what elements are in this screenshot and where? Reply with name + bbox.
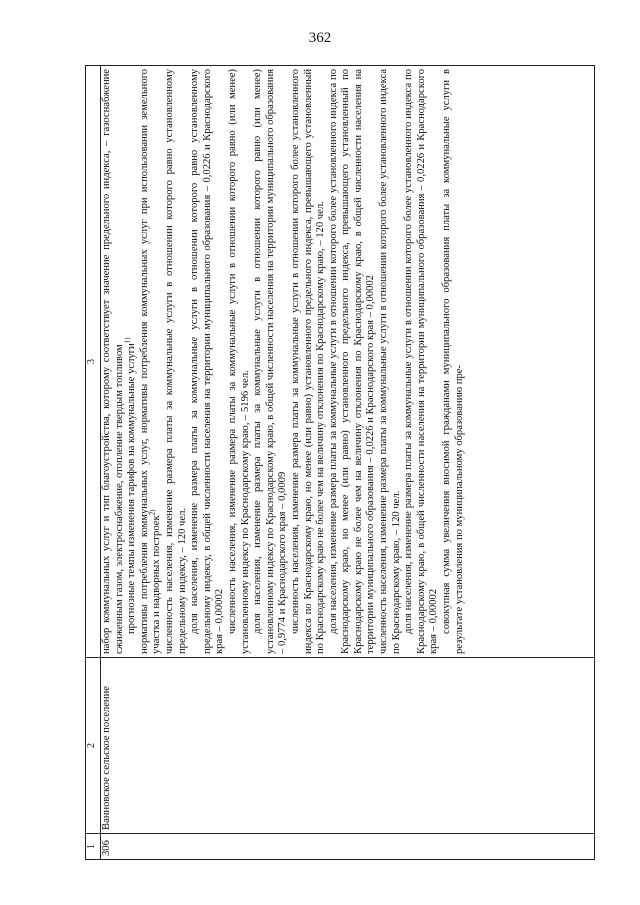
paragraph: численность населения, изменение размера платы за коммунальные услуги в отношении которого равно (или менее) установленному индексу по Краснодарскому краю, – 5196 чел. <box>226 69 251 654</box>
paragraph: доля населения, изменение размера платы за коммунальные услуги в отношении которого более установленного индекса по Краснодарскому краю, в общей численности населения на территории муниципального образования – 0,0226 и Краснодарского края – 0,00002 <box>403 69 440 654</box>
paragraph: доля населения, изменение размера платы за коммунальные услуги в отношении которого равно (или менее) установленному индексу по Краснодарскому краю, в общей численности населения на территории муниципального образования – 0,9774 и Краснодарского края – 0,0009 <box>252 69 289 654</box>
table-row <box>101 66 595 860</box>
paragraph: прогнозные темпы изменения тарифов на коммунальные услуги$^{1)}$ <box>123 337 138 634</box>
settlement-name: Ванновское сельское поселение <box>101 658 595 834</box>
footnote-mark: 2) <box>148 509 157 516</box>
paragraph: численность населения, изменение размера платы за коммунальные услуги в отношении которого равно установленному предельному индексу, – 120 чел. <box>163 69 188 654</box>
header-col-1: 1 <box>86 834 101 860</box>
paragraph: численность населения, изменение размера платы за коммунальные услуги в отношении которого более установленного индекса по Краснодарскому краю, – 120 чел. <box>378 69 402 654</box>
paragraph: нормативы потребления коммунальных услуг, нормативы потребления коммунальных услуг при использовании земельного участка и надворных построек$^{2)}$ <box>138 69 163 654</box>
paragraph: доля населения, изменение размера платы за коммунальные услуги в отношении которого более установленного индекса по Краснодарскому краю, но менее (или равно) установленного предельного индекса, превышающего установленный по Краснодарскому краю не более чем на величину отклонения по Краснодарскому краю, в общей численности населения на территории муниципального образования – 0,0226 и Краснодарского края – 0,00002 <box>327 69 377 654</box>
row-number: 306 <box>101 834 595 860</box>
paragraph: доля населения, изменение размера платы за коммунальные услуги в отношении которого равно установленному предельному индексу, в общей численности населения на территории муниципального образования – 0,0226 и Краснодарского края – 0,00002 <box>189 69 226 654</box>
paragraph: численность населения, изменение размера платы за коммунальные услуги в отношении которого более установленного индекса по Краснодарскому краю, но менее (или равно) установленного предельного индекса, превышающего установленный по Краснодарскому краю не более чем на величину отклонения по Краснодарскому краю, – 120 чел. <box>289 69 327 654</box>
table-header-row <box>86 66 101 860</box>
header-col-3: 3 <box>86 66 101 658</box>
paragraph: совокупная сумма увеличения вносимой гражданами муниципального образования платы за коммунальные услуги в результате установления по муниципальному образованию пре- <box>441 69 465 654</box>
tariff-table <box>85 65 595 860</box>
description-cell <box>101 66 595 658</box>
rotated-table-container <box>85 65 595 860</box>
header-col-2: 2 <box>86 658 101 834</box>
page-number: 362 <box>308 30 332 46</box>
paragraph: набор коммунальных услуг и тип благоустройства, которому соответствует значение предельного индекса, – газоснабжение сжиженным газом, электроснабжение, отопление твердым топливом <box>101 69 125 654</box>
footnote-mark: 1) <box>123 337 132 344</box>
